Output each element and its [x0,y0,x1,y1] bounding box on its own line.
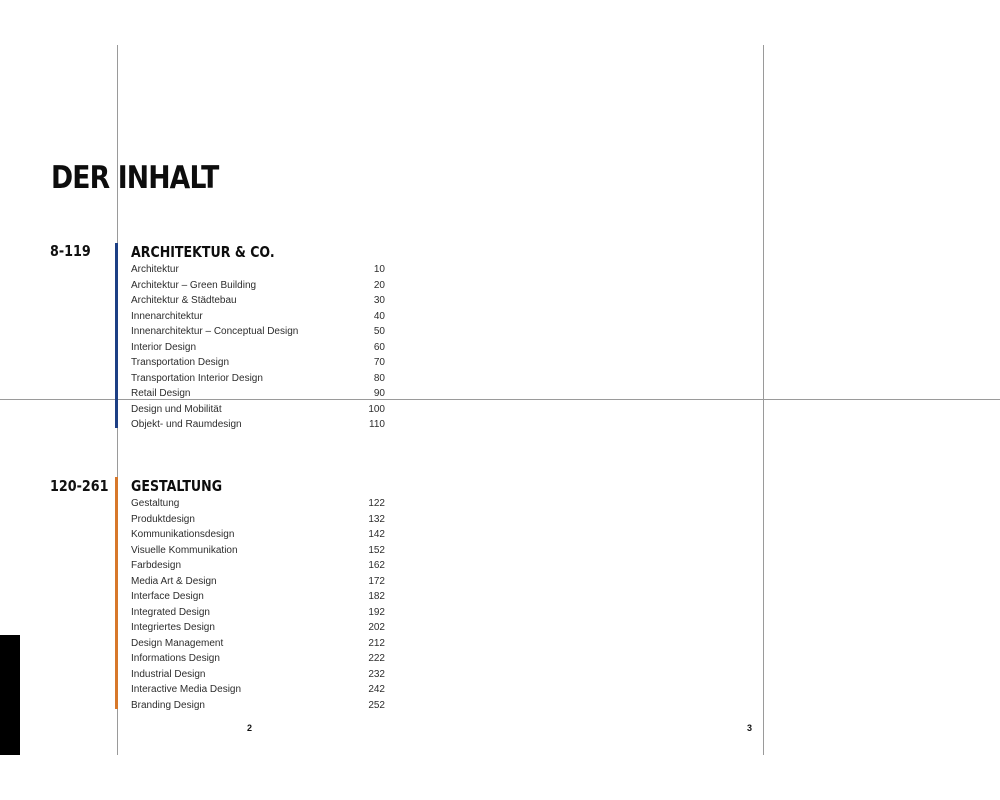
toc-entry[interactable] [131,355,385,371]
toc-entry[interactable] [131,278,385,294]
toc-entry[interactable] [131,340,385,356]
page-title: DER INHALT [51,160,219,196]
toc-entry-label: Produktdesign [131,513,195,525]
toc-entry-label: Informations Design [131,653,220,664]
toc-entry[interactable] [131,543,385,559]
toc-entry[interactable] [131,620,385,636]
toc-entry-page: 80 [373,372,385,384]
toc-entry-page: 162 [368,560,385,571]
section-range: 8-119 [50,242,91,260]
toc-entry[interactable] [131,698,385,714]
toc-entry[interactable] [131,293,385,309]
toc-entry-label: Architektur – Green Building [131,279,257,291]
toc-entry-page: 20 [373,279,385,291]
toc-entry[interactable] [131,512,385,528]
toc-entry[interactable] [131,574,385,590]
toc-entry-page: 152 [368,544,385,556]
vertical-guide-line-right [763,45,764,755]
toc-entry-page: 70 [373,357,385,368]
toc-entry-page: 202 [368,622,385,633]
section-accent-bar [115,477,118,709]
toc-entry-label: Architektur & Städtebau [131,295,237,306]
toc-entry-page: 242 [368,684,385,695]
toc-entry-page: 172 [368,575,385,587]
toc-entry[interactable] [131,527,385,543]
toc-entry-page: 50 [373,326,385,337]
toc-entry-page: 192 [368,606,385,618]
toc-entry-label: Architektur [131,264,179,275]
toc-entry-label: Gestaltung [131,498,180,509]
toc-entry-page: 40 [373,310,385,322]
toc-entry-page: 212 [368,637,385,649]
toc-entry[interactable] [131,605,385,621]
toc-entry[interactable] [131,417,385,433]
toc-entry-label: Interactive Media Design [131,684,242,695]
toc-entry-label: Objekt- und Raumdesign [131,419,242,430]
toc-entry[interactable] [131,371,385,387]
toc-entry-label: Branding Design [131,699,205,711]
toc-entry-label: Farbdesign [131,560,182,571]
toc-entry-page: 110 [369,419,385,430]
toc-entry-label: Transportation Interior Design [131,372,263,384]
section-heading: GESTALTUNG [131,477,223,495]
toc-entry-page: 142 [368,529,385,540]
toc-entry[interactable] [131,667,385,683]
toc-entry-label: Innenarchitektur – Conceptual Design [131,326,299,337]
toc-entry[interactable] [131,262,385,278]
toc-entry[interactable] [131,402,385,418]
section-range: 120-261 [50,477,109,495]
toc-entry[interactable] [131,386,385,402]
toc-entry-page: 122 [368,498,385,509]
toc-entry-label: Interface Design [131,591,204,602]
toc-entry[interactable] [131,682,385,698]
toc-entry-label: Kommunikationsdesign [131,529,235,540]
toc-entry-label: Integriertes Design [131,622,215,633]
toc-entry-label: Visuelle Kommunikation [131,544,238,556]
toc-entry[interactable] [131,309,385,325]
toc-entry-label: Innenarchitektur [131,310,203,322]
page-number-right: 3 [747,723,753,733]
section-accent-bar [115,243,118,428]
toc-list [131,496,385,713]
toc-entry-label: Interior Design [131,341,197,353]
toc-entry-page: 100 [368,403,385,415]
toc-entry-page: 222 [368,653,385,664]
toc-entry-label: Industrial Design [131,668,206,680]
toc-entry-page: 10 [373,264,385,275]
toc-entry-page: 252 [368,699,385,711]
toc-entry[interactable] [131,636,385,652]
toc-entry[interactable] [131,324,385,340]
toc-entry[interactable] [131,558,385,574]
toc-list [131,262,385,433]
page-edge-tab [0,635,20,755]
toc-entry-label: Transportation Design [131,357,230,368]
toc-entry-page: 232 [368,668,385,680]
toc-entry[interactable] [131,496,385,512]
toc-entry[interactable] [131,651,385,667]
toc-entry-label: Integrated Design [131,606,210,618]
page-number-left: 2 [247,723,253,733]
toc-entry-page: 30 [373,295,385,306]
toc-entry-label: Media Art & Design [131,575,217,587]
toc-entry-page: 60 [373,341,385,353]
toc-entry[interactable] [131,589,385,605]
section-heading: ARCHITEKTUR & CO. [131,243,275,261]
toc-entry-label: Design und Mobilität [131,403,222,415]
toc-entry-label: Design Management [131,637,224,649]
toc-entry-page: 132 [368,513,385,525]
toc-entry-page: 182 [368,591,385,602]
toc-entry-label: Retail Design [131,388,191,399]
toc-entry-page: 90 [373,388,385,399]
